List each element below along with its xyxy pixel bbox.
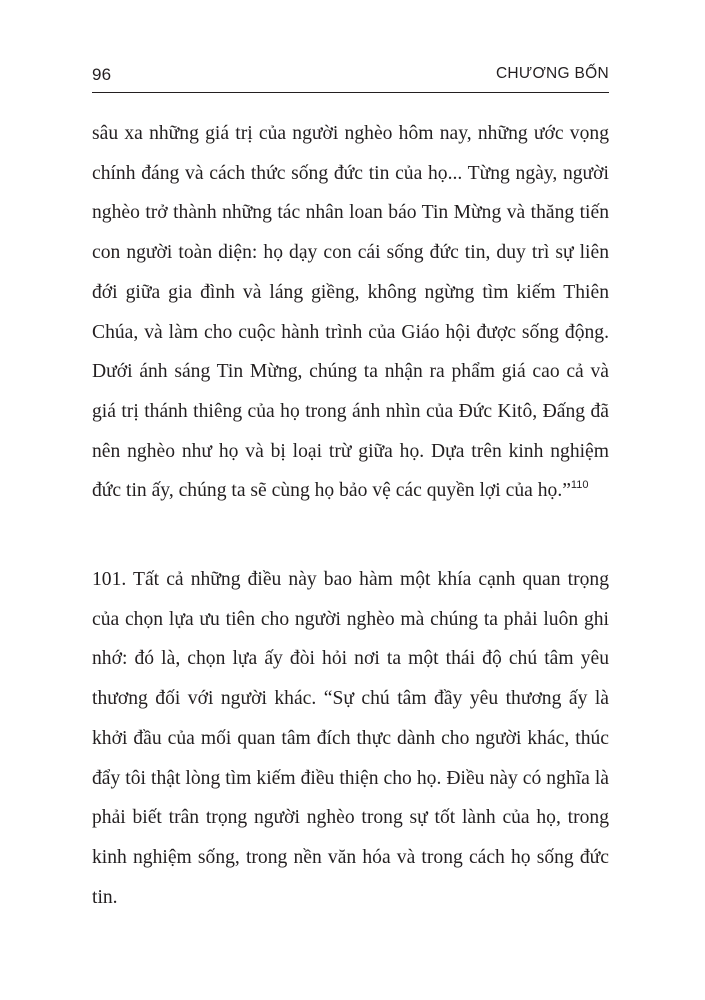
chapter-title: CHƯƠNG BỐN — [495, 65, 609, 82]
running-header — [92, 62, 609, 93]
footnote-reference[interactable]: 110 — [570, 479, 589, 492]
paragraph-101 — [92, 560, 609, 917]
page-number: 96 — [92, 65, 112, 84]
paragraph-text: sâu xa những giá trị của người nghèo hôm nay, những ước vọng chính đáng và cách thức sống đức tin của họ... Từng ngày, người nghèo trở thành những tác nhân loan báo Tin Mừng và thăng tiến con người toàn diện: họ dạy con cái sống đức tin, duy trì sự liên đới giữa gia đình và láng giềng, không ngừng tìm kiếm Thiên Chúa, và làm cho cuộc hành trình của Giáo hội được sống động. Dưới ánh sáng Tin Mừng, chúng ta nhận ra phẩm giá cao cả và giá trị thánh thiêng của họ trong ánh nhìn của Đức Kitô, Đấng đã nên nghèo như họ và bị loại trừ giữa họ. Dựa trên kinh nghiệm đức tin ấy, chúng ta sẽ cùng họ bảo vệ các quyền lợi của họ.” — [92, 123, 609, 502]
paragraph-text: 101. Tất cả những điều này bao hàm một khía cạnh quan trọng của chọn lựa ưu tiên cho người nghèo mà chúng ta phải luôn ghi nhớ: đó là, chọn lựa ấy đòi hỏi nơi ta một thái độ chú tâm yêu thương đối với người khác. “Sự chú tâm đầy yêu thương ấy là khởi đầu của mối quan tâm đích thực dành cho người khác, thúc đẩy tôi thật lòng tìm kiếm điều thiện cho họ. Điều này có nghĩa là phải biết trân trọng người nghèo trong sự tốt lành của họ, trong kinh nghiệm sống, trong nền văn hóa và trong cách họ sống đức tin. — [92, 569, 609, 908]
paragraph-continued — [92, 114, 609, 511]
